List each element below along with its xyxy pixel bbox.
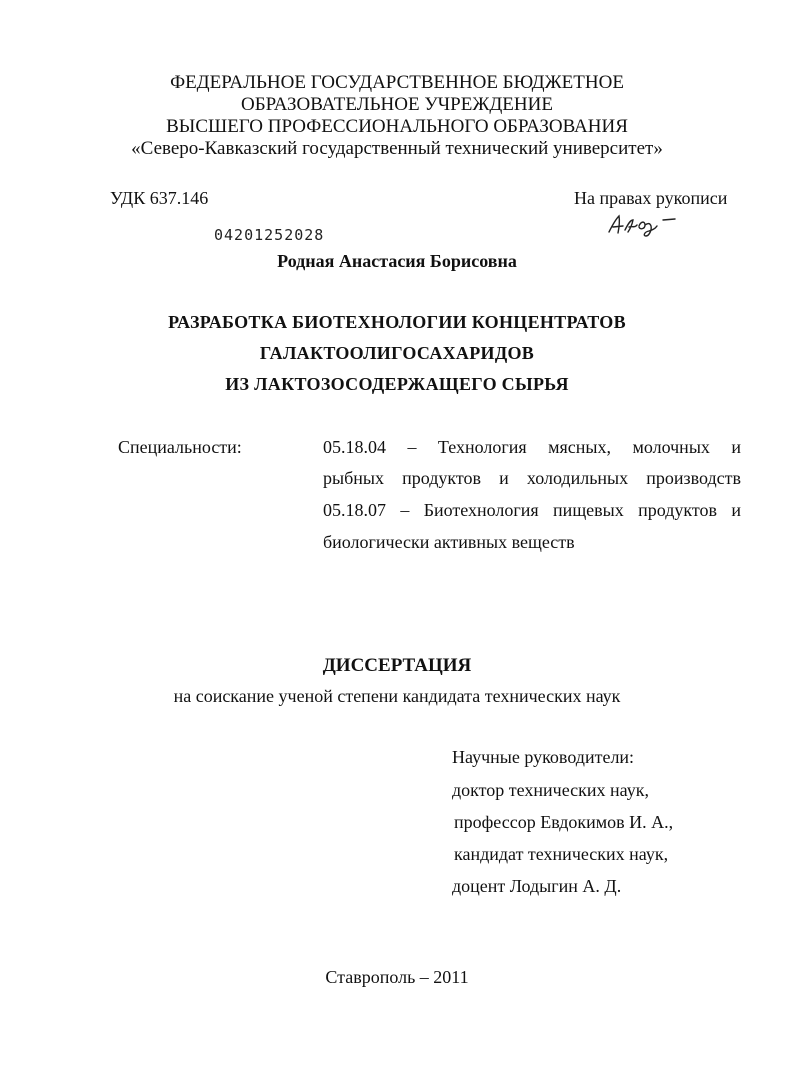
supervisor-line: доцент Лодыгин А. Д. <box>452 876 622 896</box>
supervisor-line: профессор Евдокимов И. А., <box>454 812 674 832</box>
dissertation-title-line-2: ГАЛАКТООЛИГОСАХАРИДОВ <box>259 343 535 363</box>
specialties-label: Специальности: <box>118 437 242 457</box>
institution-line-1: ФЕДЕРАЛЬНОЕ ГОСУДАРСТВЕННОЕ БЮДЖЕТНОЕ <box>170 72 624 93</box>
supervisor-line: доктор технических наук, <box>452 780 649 800</box>
dissertation-title-line-1: РАЗРАБОТКА БИОТЕХНОЛОГИИ КОНЦЕНТРАТОВ <box>168 312 626 332</box>
city-year: Ставрополь – 2011 <box>325 967 469 987</box>
institution-line-3: ВЫСШЕГО ПРОФЕССИОНАЛЬНОГО ОБРАЗОВАНИЯ <box>166 116 628 137</box>
specialty-line: 05.18.07 – Биотехнология пищевых продуктов и <box>323 500 741 520</box>
specialty-line: биологически активных веществ <box>323 532 575 552</box>
specialty-line: 05.18.04 – Технология мясных, молочных и <box>323 437 741 457</box>
institution-line-4: «Северо-Кавказский государственный технический университет» <box>131 138 663 159</box>
specialty-line: рыбных продуктов и холодильных производств <box>323 468 741 488</box>
supervisor-line: кандидат технических наук, <box>454 844 669 864</box>
dissertation-subtitle: на соискание ученой степени кандидата технических наук <box>173 686 621 706</box>
institution-line-2: ОБРАЗОВАТЕЛЬНОЕ УЧРЕЖДЕНИЕ <box>241 94 553 115</box>
registration-number: 04201252028 <box>214 226 325 244</box>
supervisors-heading: Научные руководители: <box>452 747 635 767</box>
udk-code: УДК 637.146 <box>110 188 209 208</box>
dissertation-heading: ДИССЕРТАЦИЯ <box>322 655 472 676</box>
author-name: Родная Анастасия Борисовна <box>277 251 517 271</box>
manuscript-rights: На правах рукописи <box>574 188 728 208</box>
signature-image <box>605 212 677 238</box>
dissertation-title-line-3: ИЗ ЛАКТОЗОСОДЕРЖАЩЕГО СЫРЬЯ <box>225 374 569 394</box>
